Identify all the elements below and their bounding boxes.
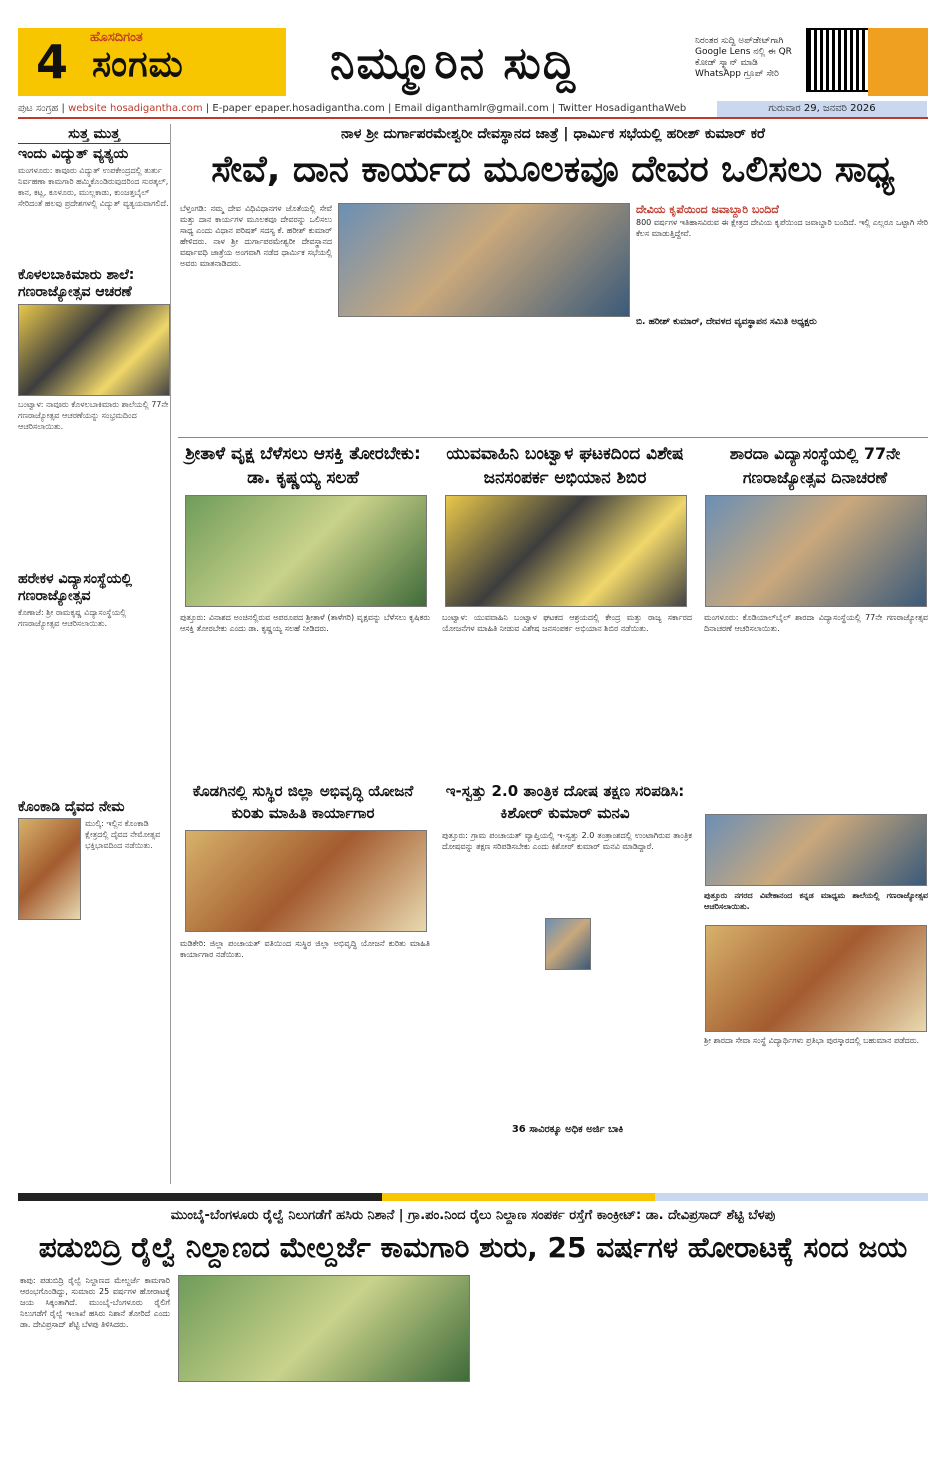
bottom-story-body-cont (180, 1385, 470, 1445)
kodagu-headline: ಕೊಡಗಿನಲ್ಲಿ ಸುಸ್ಥಿರ ಜಿಲ್ಲಾ ಅಭಿವೃದ್ಧಿ ಯೋಜನೆ ಕುರಿತು ಮಾಹಿತಿ ಕಾರ್ಯಾಗಾರ (192, 782, 414, 822)
divider (178, 437, 928, 438)
edition-label: ಪುಟ ಸಂಗ್ರಹ (18, 103, 59, 114)
school-photo (18, 304, 170, 396)
estattu-subhead: 36 ಸಾವಿರಕ್ಕೂ ಅಧಿಕ ಅರ್ಜಿ ಬಾಕಿ (511, 1124, 624, 1135)
brief-body-school: ಬಂಟ್ವಾಳ: ನಾವೂರು ಕೊಳಲಬಾಕಿಮಾರು ಶಾಲೆಯಲ್ಲಿ 77ನೇ ಗಣರಾಜ್ಯೋತ್ಸವ ಆಚರಣೆಯನ್ನು ಸಂಭ್ರಮದಿಂದ ಆಚರಿಸಲಾಯಿತು. (18, 400, 169, 431)
sharada-body: ಮಂಗಳೂರು: ಕೊಡಿಯಾಲ್‌ಬೈಲ್ ಶಾರದಾ ವಿದ್ಯಾಸಂಸ್ಥೆಯಲ್ಲಿ 77ನೇ ಗಣರಾಜ್ಯೋತ್ಸವ ದಿನಾಚರಣೆ ಆಚರಿಸಲಾಯಿತು. (704, 613, 928, 633)
brief-body-nema: ಮುಲ್ಕಿ: ಇಲ್ಲಿನ ಕೊಂಕಾಡಿ ಕ್ಷೇತ್ರದಲ್ಲಿ ದೈವದ ನೇಮೋತ್ಸವ ಭಕ್ತಿಭಾವದಿಂದ ನಡೆಯಿತು. (85, 819, 161, 850)
sharada-photo (705, 495, 927, 607)
brief-title-school: ಕೊಳಲಬಾಕಿಮಾರು ಶಾಲೆ: ಗಣರಾಜ್ಯೋತ್ಸವ ಆಚರಣೆ (18, 267, 135, 300)
section-divider-bar (18, 1193, 928, 1201)
camp-photo (445, 495, 687, 607)
camp-headline: ಯುವವಾಹಿನಿ ಬಂಟ್ವಾಳ ಘಟಕದಿಂದ ವಿಶೇಷ ಜನಸಂಪರ್ಕ ಅಭಿಯಾನ ಶಿಬಿರ (446, 444, 684, 488)
section-title: ನಿಮ್ಮೂರಿನ ಸುದ್ದಿ (330, 38, 578, 89)
teaser-body: 800 ವರ್ಷಗಳ ಇತಿಹಾಸವಿರುವ ಈ ಕ್ಷೇತ್ರದ ದೇವಿಯ ಕೃಪೆಯಿಂದ ಜವಾಬ್ದಾರಿ ಬಂದಿದೆ. ಇಲ್ಲಿ ಎಲ್ಲರೂ ಒಟ್ಟಾಗಿ ಸೇರಿ ಕೆಲಸ ಮಾಡುತ್ತಿದ್ದೇವೆ. (636, 218, 928, 238)
qr-code-icon[interactable] (808, 30, 868, 90)
students-photo (705, 925, 927, 1032)
teaser-title: ದೇವಿಯ ಕೃಪೆಯಿಂದ ಜವಾಬ್ದಾರಿ ಬಂದಿದೆ (636, 203, 779, 216)
top-story-teaser (636, 203, 928, 353)
top-story-headline: ಸೇವೆ, ದಾನ ಕಾರ್ಯದ ಮೂಲಕವೂ ದೇವರ ಒಲಿಸಲು ಸಾಧ್ಯ (211, 149, 895, 190)
brief-title-power: ಇಂದು ವಿದ್ಯುತ್ ವ್ಯತ್ಯಯ (18, 146, 129, 162)
school-event-photo (705, 814, 927, 886)
website-link[interactable]: website hosadigantha.com (68, 103, 203, 114)
brand-name: ಸಂಗಮ (92, 44, 184, 85)
brief-body-power: ಮಂಗಳೂರು: ಕಾವೂರು ವಿದ್ಯುತ್ ಉಪಕೇಂದ್ರದಲ್ಲಿ ತುರ್ತು ನಿರ್ವಹಣಾ ಕಾಮಗಾರಿ ಹಮ್ಮಿಕೊಂಡಿರುವುದರಿಂದ ಸುರತ್ಕಲ್, ಕಾನ, ಕಟ್ಲ, ಕೂಳೂರು, ಮುಲ್ಲಕಾಡು, ಕುಂಜತ್ತಬೈಲ್ ಸೇರಿದಂತೆ ಹಲವು ಪ್ರದೇಶಗಳಲ್ಲಿ ವಿದ್ಯುತ್ ವ್ಯತ್ಯಯವಾಗಲಿದೆ. (18, 166, 169, 208)
column-header: ಸುತ್ತ ಮುತ್ತ (18, 126, 170, 144)
brief-title-nema: ಕೊಂಕಾಡಿ ದೈವದ ನೇಮ (18, 799, 125, 815)
twitter-link[interactable]: Twitter HosadiganthaWeb (558, 103, 687, 114)
bottom-story-kicker: ಮುಂಬೈ-ಬೆಂಗಳೂರು ರೈಲ್ವೆ ನಿಲುಗಡೆಗೆ ಹಸಿರು ನಿಶಾನೆ | ಗ್ರಾ.ಪಂ.ನಿಂದ ರೈಲು ನಿಲ್ದಾಣ ಸಂಪರ್ಕ ರಸ್ತೆಗೆ ಕಾಂಕ್ರೀಟ್: ಡಾ. ದೇವಿಪ್ರಸಾದ್ ಶೆಟ್ಟಿ ಬೆಳಪು (170, 1208, 776, 1223)
bottom-story-body: ಕಾಪು: ಪಡುಬಿದ್ರಿ ರೈಲ್ವೆ ನಿಲ್ದಾಣದ ಮೇಲ್ದರ್ಜೆ ಕಾಮಗಾರಿ ಆರಂಭಗೊಂಡಿದ್ದು, ಸುಮಾರು 25 ವರ್ಷಗಳ ಹೋರಾಟಕ್ಕೆ ಜಯ ಸಿಕ್ಕಂತಾಗಿದೆ. ಮುಂಬೈ-ಬೆಂಗಳೂರು ರೈಲಿಗೆ ನಿಲುಗಡೆಗೆ ರೈಲ್ವೆ ಇಲಾಖೆ ಹಸಿರು ನಿಶಾನೆ ತೋರಿದೆ ಎಂದು ಡಾ. ದೇವಿಪ್ರಸಾದ್ ಶೆಟ್ಟಿ ಬೆಳಪು ತಿಳಿಸಿದರು. (20, 1276, 170, 1329)
brief-title-harekala: ಹರೇಕಳ ವಿದ್ಯಾಸಂಸ್ಥೆಯಲ್ಲಿ ಗಣರಾಜ್ಯೋತ್ಸವ (18, 571, 133, 604)
school-caption-1: ಪುತ್ತೂರು ನಗರದ ವಿವೇಕಾನಂದ ಕನ್ನಡ ಮಾಧ್ಯಮ ಶಾಲೆಯಲ್ಲಿ ಗಣರಾಜ್ಯೋತ್ಸವ ಆಚರಿಸಲಾಯಿತು. (704, 891, 928, 911)
bottom-story-body-more (478, 1275, 928, 1445)
corner-accent (868, 28, 928, 96)
school-caption-2: ಶ್ರೀ ಶಾರದಾ ಸೇವಾ ಸಂಸ್ಥೆ ವಿದ್ಯಾರ್ಥಿಗಳು ಪ್ರತಿಭಾ ಪುರಸ್ಕಾರದಲ್ಲಿ ಬಹುಮಾನ ಪಡೆದರು. (704, 1036, 920, 1045)
bottom-story-headline: ಪಡುಬಿದ್ರಿ ರೈಲ್ವೆ ನಿಲ್ದಾಣದ ಮೇಲ್ದರ್ಜೆ ಕಾಮಗಾರಿ ಶುರು, 25 ವರ್ಷಗಳ ಹೋರಾಟಕ್ಕೆ ಸಂದ ಜಯ (38, 1231, 908, 1264)
top-story-body-cont (338, 320, 628, 433)
top-story-kicker: ನಾಳ ಶ್ರೀ ದುರ್ಗಾಪರಮೇಶ್ವರೀ ದೇವಸ್ಥಾನದ ಜಾತ್ರೆ | ಧಾರ್ಮಿಕ ಸಭೆಯಲ್ಲಿ ಹರೀಶ್ ಕುಮಾರ್ ಕರೆ (341, 126, 765, 142)
brief-body-harekala: ಕೊಣಾಜೆ: ಶ್ರೀ ರಾಮಕೃಷ್ಣ ವಿದ್ಯಾಸಂಸ್ಥೆಯಲ್ಲಿ ಗಣರಾಜ್ಯೋತ್ಸವ ಆಚರಿಸಲಾಯಿತು. (18, 608, 127, 628)
tree-headline: ಶ್ರೀತಾಳೆ ವೃಕ್ಷ ಬೆಳೆಸಲು ಆಸಕ್ತಿ ತೋರಬೇಕು: ಡಾ. ಕೃಷ್ಣಯ್ಯ ಸಲಹೆ (185, 444, 421, 488)
page-number: 4 (18, 28, 86, 96)
estattu-body: ಪುತ್ತೂರು: ಗ್ರಾಮ ಪಂಚಾಯತ್ ವ್ಯಾಪ್ತಿಯಲ್ಲಿ ಇ-ಸ್ವತ್ತು 2.0 ತಂತ್ರಾಂಶದಲ್ಲಿ ಉಂಟಾಗಿರುವ ತಾಂತ್ರಿಕ ದೋಷವನ್ನು ತಕ್ಷಣ ಸರಿಪಡಿಸಬೇಕು ಎಂದು ಕಿಶೋರ್ ಕುಮಾರ್ ಮನವಿ ಮಾಡಿದ್ದಾರೆ. (442, 831, 692, 851)
portrait-photo (545, 918, 591, 970)
epaper-link[interactable]: E-paper epaper.hosadigantha.com (212, 103, 385, 114)
date-label: ಗುರುವಾರ 29, ಜನವರಿ 2026 (717, 101, 927, 117)
top-story-photo (338, 203, 630, 317)
teaser-byline: ಬಿ. ಹರೀಶ್ ಕುಮಾರ್, ದೇವಳದ ವ್ಯವಸ್ಥಾಪನ ಸಮಿತಿ ಅಧ್ಯಕ್ಷರು (636, 317, 817, 327)
tree-photo (185, 495, 427, 607)
qr-instructions: ನಿರಂತರ ಸುದ್ದಿ ಅಪ್‌ಡೇಟ್‌ಗಾಗಿ Google Lens ನಲ್ಲಿ ಈ QR ಕೋಡ್ ಸ್ಕ್ಯಾನ್ ಮಾಡಿ WhatsApp ಗ್ರೂಪ್ ಸೇರಿ (695, 36, 792, 79)
camp-body: ಬಂಟ್ವಾಳ: ಯುವವಾಹಿನಿ ಬಂಟ್ವಾಳ ಘಟಕದ ಆಶ್ರಯದಲ್ಲಿ ಕೇಂದ್ರ ಮತ್ತು ರಾಜ್ಯ ಸರ್ಕಾರದ ಯೋಜನೆಗಳ ಮಾಹಿತಿ ನೀಡುವ ವಿಶೇಷ ಜನಸಂಪರ್ಕ ಅಭಿಯಾನ ಶಿಬಿರ ನಡೆಯಿತು. (442, 613, 692, 633)
top-story-body: ಬೆಳ್ತಂಗಡಿ: ನಮ್ಮ ದೇವ ವಿಧಿವಿಧಾನಗಳ ಜೊತೆಯಲ್ಲಿ ಸೇವೆ ಮತ್ತು ದಾನ ಕಾರ್ಯಗಳ ಮೂಲಕವೂ ದೇವರನ್ನು ಒಲಿಸಲು ಸಾಧ್ಯ ಎಂದು ವಿಧಾನ ಪರಿಷತ್ ಸದಸ್ಯ ಕೆ. ಹರೀಶ್ ಕುಮಾರ್ ಹೇಳಿದರು. ನಾಳ ಶ್ರೀ ದುರ್ಗಾಪರಮೇಶ್ವರೀ ದೇವಸ್ಥಾನದ ವರ್ಷಾವಧಿ ಜಾತ್ರೆಯ ಅಂಗವಾಗಿ ನಡೆದ ಧಾರ್ಮಿಕ ಸಭೆಯಲ್ಲಿ ಅವರು ಮಾತನಾಡಿದರು. (180, 204, 332, 268)
left-column (18, 124, 171, 1184)
tree-body: ಪುತ್ತೂರು: ವಿನಾಶದ ಅಂಚಿನಲ್ಲಿರುವ ಅಪರೂಪದ ಶ್ರೀತಾಳೆ (ತಾಳೆಗರಿ) ವೃಕ್ಷವನ್ನು ಬೆಳೆಸಲು ಕೃಷಿಕರು ಆಸಕ್ತಿ ತೋರಬೇಕು ಎಂದು ಡಾ. ಕೃಷ್ಣಯ್ಯ ಸಲಹೆ ನೀಡಿದರು. (180, 613, 430, 633)
kodagu-body: ಮಡಿಕೇರಿ: ಜಿಲ್ಲಾ ಪಂಚಾಯತ್ ವತಿಯಿಂದ ಸುಸ್ಥಿರ ಜಿಲ್ಲಾ ಅಭಿವೃದ್ಧಿ ಯೋಜನೆ ಕುರಿತು ಮಾಹಿತಿ ಕಾರ್ಯಾಗಾರ ನಡೆಯಿತು. (180, 939, 430, 959)
estattu-headline: ಇ-ಸ್ವತ್ತು 2.0 ತಾಂತ್ರಿಕ ದೋಷ ತಕ್ಷಣ ಸರಿಪಡಿಸಿ: ಕಿಶೋರ್ ಕುಮಾರ್ ಮನವಿ (445, 782, 685, 822)
nema-photo (18, 818, 81, 920)
info-bar: ಪುಟ ಸಂಗ್ರಹ | website hosadigantha.com | E-paper epaper.hosadigantha.com | Email diganthamlr@gmail.com | Twitter HosadiganthaWeb (18, 101, 928, 119)
email-link[interactable]: Email diganthamlr@gmail.com (394, 103, 549, 114)
kodagu-photo (185, 830, 427, 932)
sharada-headline: ಶಾರದಾ ವಿದ್ಯಾಸಂಸ್ಥೆಯಲ್ಲಿ 77ನೇ ಗಣರಾಜ್ಯೋತ್ಸವ ದಿನಾಚರಣೆ (729, 444, 901, 487)
railway-photo (178, 1275, 470, 1382)
brand-logo-small: ಹೊಸದಿಗಂತ (90, 30, 143, 45)
